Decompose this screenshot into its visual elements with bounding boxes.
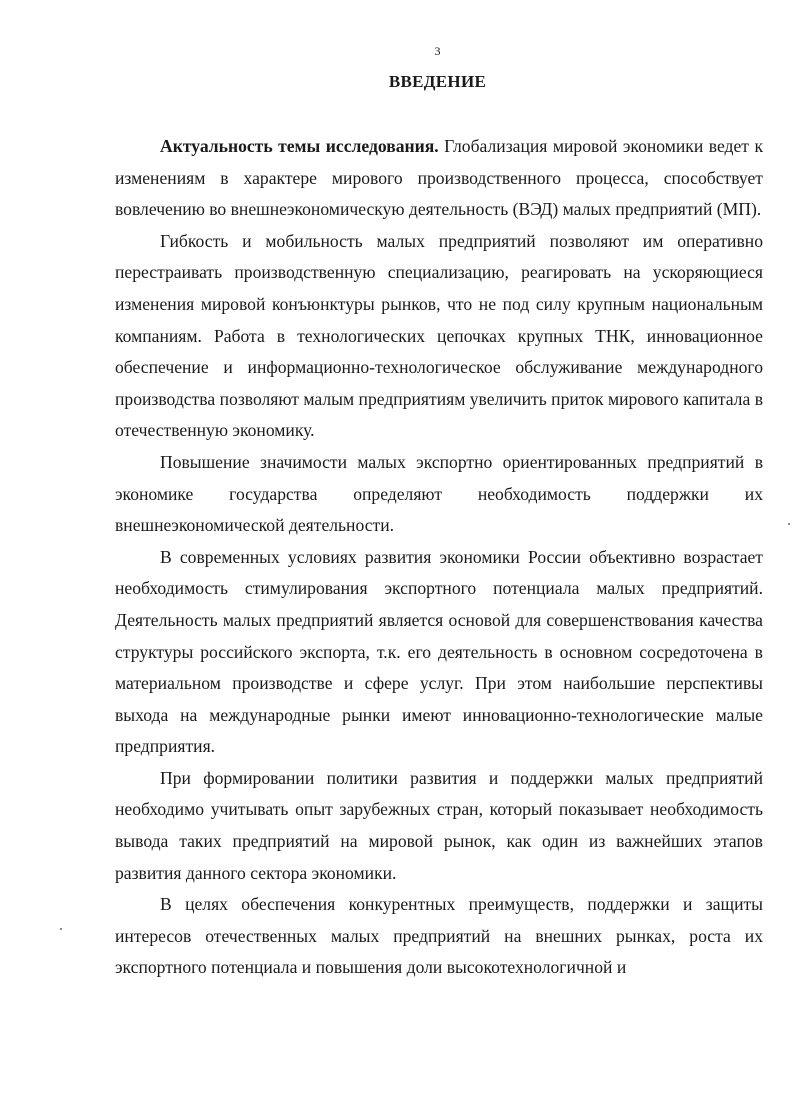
paragraph-2: Гибкость и мобильность малых предприятий позволяют им оперативно перестраивать производственную специализацию, реагировать на ускоряющиеся изменения мировой конъюнктуры рынков, что не под силу крупным национальным компаниям. Работа в технологических цепочках крупных ТНК, инновационное обеспечение и информационно-технологическое обслуживание международного производства позволяют малым предприятиям увеличить приток мирового капитала в отечественную экономику. [115, 230, 763, 441]
page-heading: ВВЕДЕНИЕ [388, 72, 487, 91]
scan-speck [788, 523, 790, 525]
paragraph-text: Глобализация мировой экономики ведет к изменениям в характере мирового производственного процесса, способствует вовлечению во внешнеэкономическую деятельность (ВЭД) малых предприятий (МП). [115, 136, 763, 220]
paragraph-5: При формировании политики развития и поддержки малых предприятий необходимо учитывать опыт зарубежных стран, который показывает необходимость вывода таких предприятий на мировой рынок, как один из важнейших этапов развития данного сектора экономики. [115, 767, 763, 883]
document-body [115, 131, 763, 984]
paragraph-1 [115, 131, 763, 226]
paragraph-lead: Актуальность темы исследования. [160, 136, 439, 156]
page-number: 3 [434, 44, 441, 58]
paragraph-6: В целях обеспечения конкурентных преимуществ, поддержки и защиты интересов отечественных малых предприятий на внешних рынках, роста их экспортного потенциала и повышения доли высокотехнологичной и [115, 894, 763, 978]
paragraph-4: В современных условиях развития экономики России объективно возрастает необходимость стимулирования экспортного потенциала малых предприятий. Деятельность малых предприятий является основой для совершенствования качества структуры российского экспорта, т.к. его деятельность в основном сосредоточена в материальном производстве и сфере услуг. При этом наибольшие перспективы выхода на международные рынки имеют инновационно-технологические малые предприятия. [115, 546, 763, 757]
scan-speck [60, 928, 62, 930]
paragraph-3: Повышение значимости малых экспортно ориентированных предприятий в экономике государства определяют необходимость поддержки их внешнеэкономической деятельности. [115, 451, 763, 536]
